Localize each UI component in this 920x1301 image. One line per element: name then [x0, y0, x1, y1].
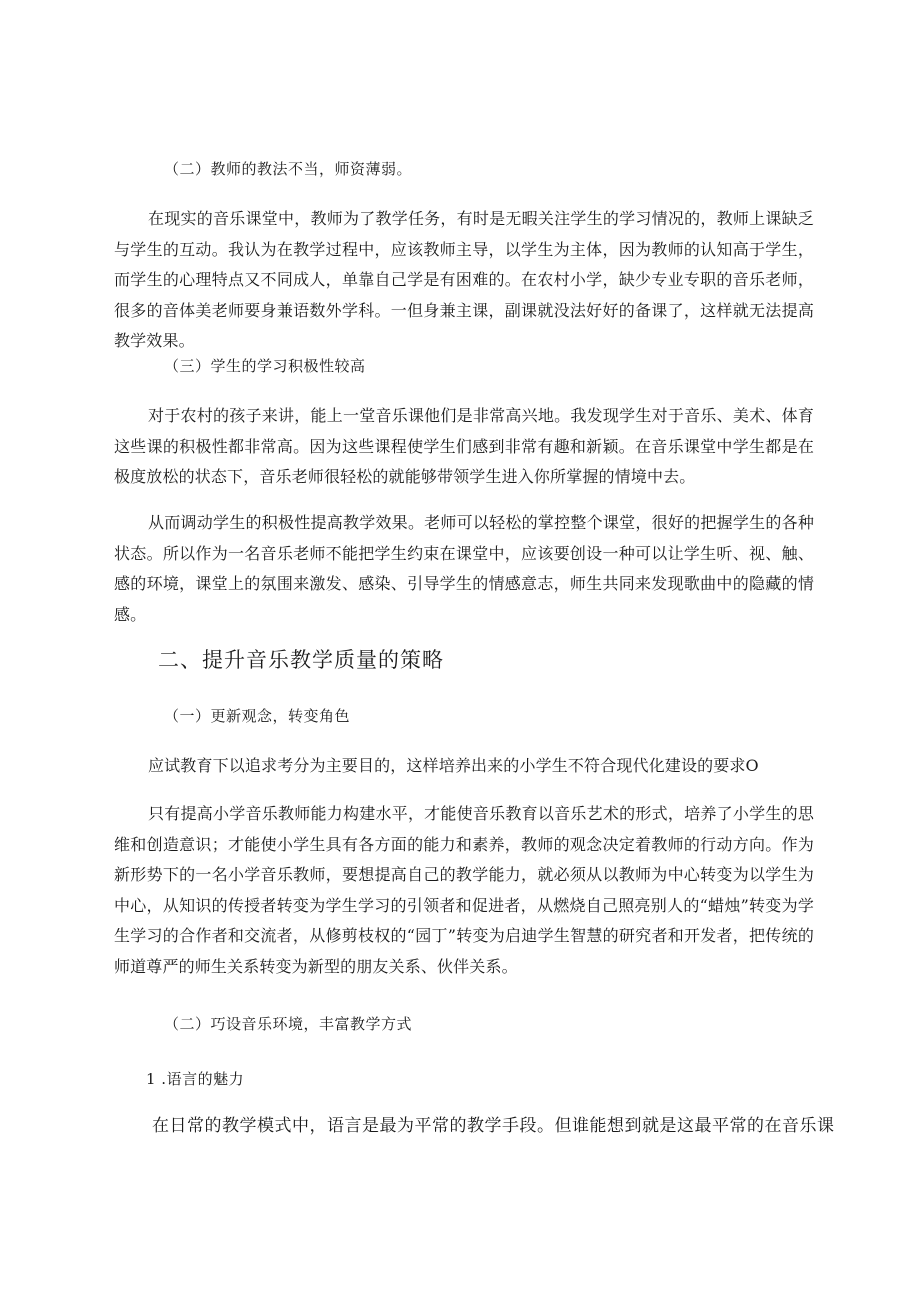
- list-item-language-charm: 1 .语言的魅力: [146, 1070, 245, 1088]
- subheading-music-environment: （二）巧设音乐环境，丰富教学方式: [164, 1015, 413, 1033]
- paragraph-classroom-interaction: 在现实的音乐课堂中，教师为了教学任务，有时是无暇关注学生的学习情况的，教师上课缺乏与学生的互动。我认为在教学过程中，应该教师主导，以学生为主体，因为教师的认知高于学生，而学生的心理特点又不同成人，单靠自己学是有困难的。在农村小学，缺少专业专职的音乐老师，很多的音体美老师要身兼语数外学科。一但身兼主课，副课就没法好好的备课了，这样就无法提高教学效果。: [114, 209, 814, 350]
- paragraph-rural-students: 对于农村的孩子来讲，能上一堂音乐课他们是非常高兴地。我发现学生对于音乐、美术、体育这些课的积极性都非常高。因为这些课程使学生们感到非常有趣和新颖。在音乐课堂中学生都是在极度放松的状态下，音乐老师很轻松的就能够带领学生进入你所掌握的情境中去。: [114, 406, 814, 486]
- section-heading-strategies: 二、提升音乐教学质量的策略: [158, 648, 444, 672]
- subheading-student-enthusiasm: （三）学生的学习积极性较高: [164, 357, 366, 375]
- subheading-teaching-methods: （二）教师的教法不当，师资薄弱。: [164, 160, 413, 178]
- subheading-update-concepts: （一）更新观念，转变角色: [164, 707, 351, 725]
- paragraph-classroom-atmosphere: 从而调动学生的积极性提高教学效果。老师可以轻松的掌控整个课堂，很好的把握学生的各种状态。所以作为一名音乐老师不能把学生约束在课堂中，应该要创设一种可以让学生听、视、触、感的环境，课堂上的氛围来激发、感染、引导学生的情感意志，师生共同来发现歌曲中的隐藏的情感。: [114, 513, 814, 624]
- paragraph-language-teaching: 在日常的教学模式中，语言是最为平常的教学手段。但谁能想到就是这最平常的在音乐课: [152, 1116, 835, 1136]
- paragraph-teacher-role: 只有提高小学音乐教师能力构建水平，才能使音乐教育以音乐艺术的形式，培养了小学生的思维和创造意识；才能使小学生具有各方面的能力和素养，教师的观念决定着教师的行动方向。作为新形势下的一名小学音乐教师，要想提高自己的教学能力，就必须从以教师为中心转变为以学生为中心，从知识的传授者转变为学生学习的引领者和促进者，从燃烧自己照亮别人的“蜡烛”转变为学生学习的合作者和交流者，从修剪枝权的“园丁”转变为启迪学生智慧的研究者和开发者，把传统的师道尊严的师生关系转变为新型的朋友关系、伙伴关系。: [114, 804, 814, 976]
- paragraph-exam-oriented: 应试教育下以追求考分为主要目的，这样培养出来的小学生不符合现代化建设的要求O: [148, 756, 759, 775]
